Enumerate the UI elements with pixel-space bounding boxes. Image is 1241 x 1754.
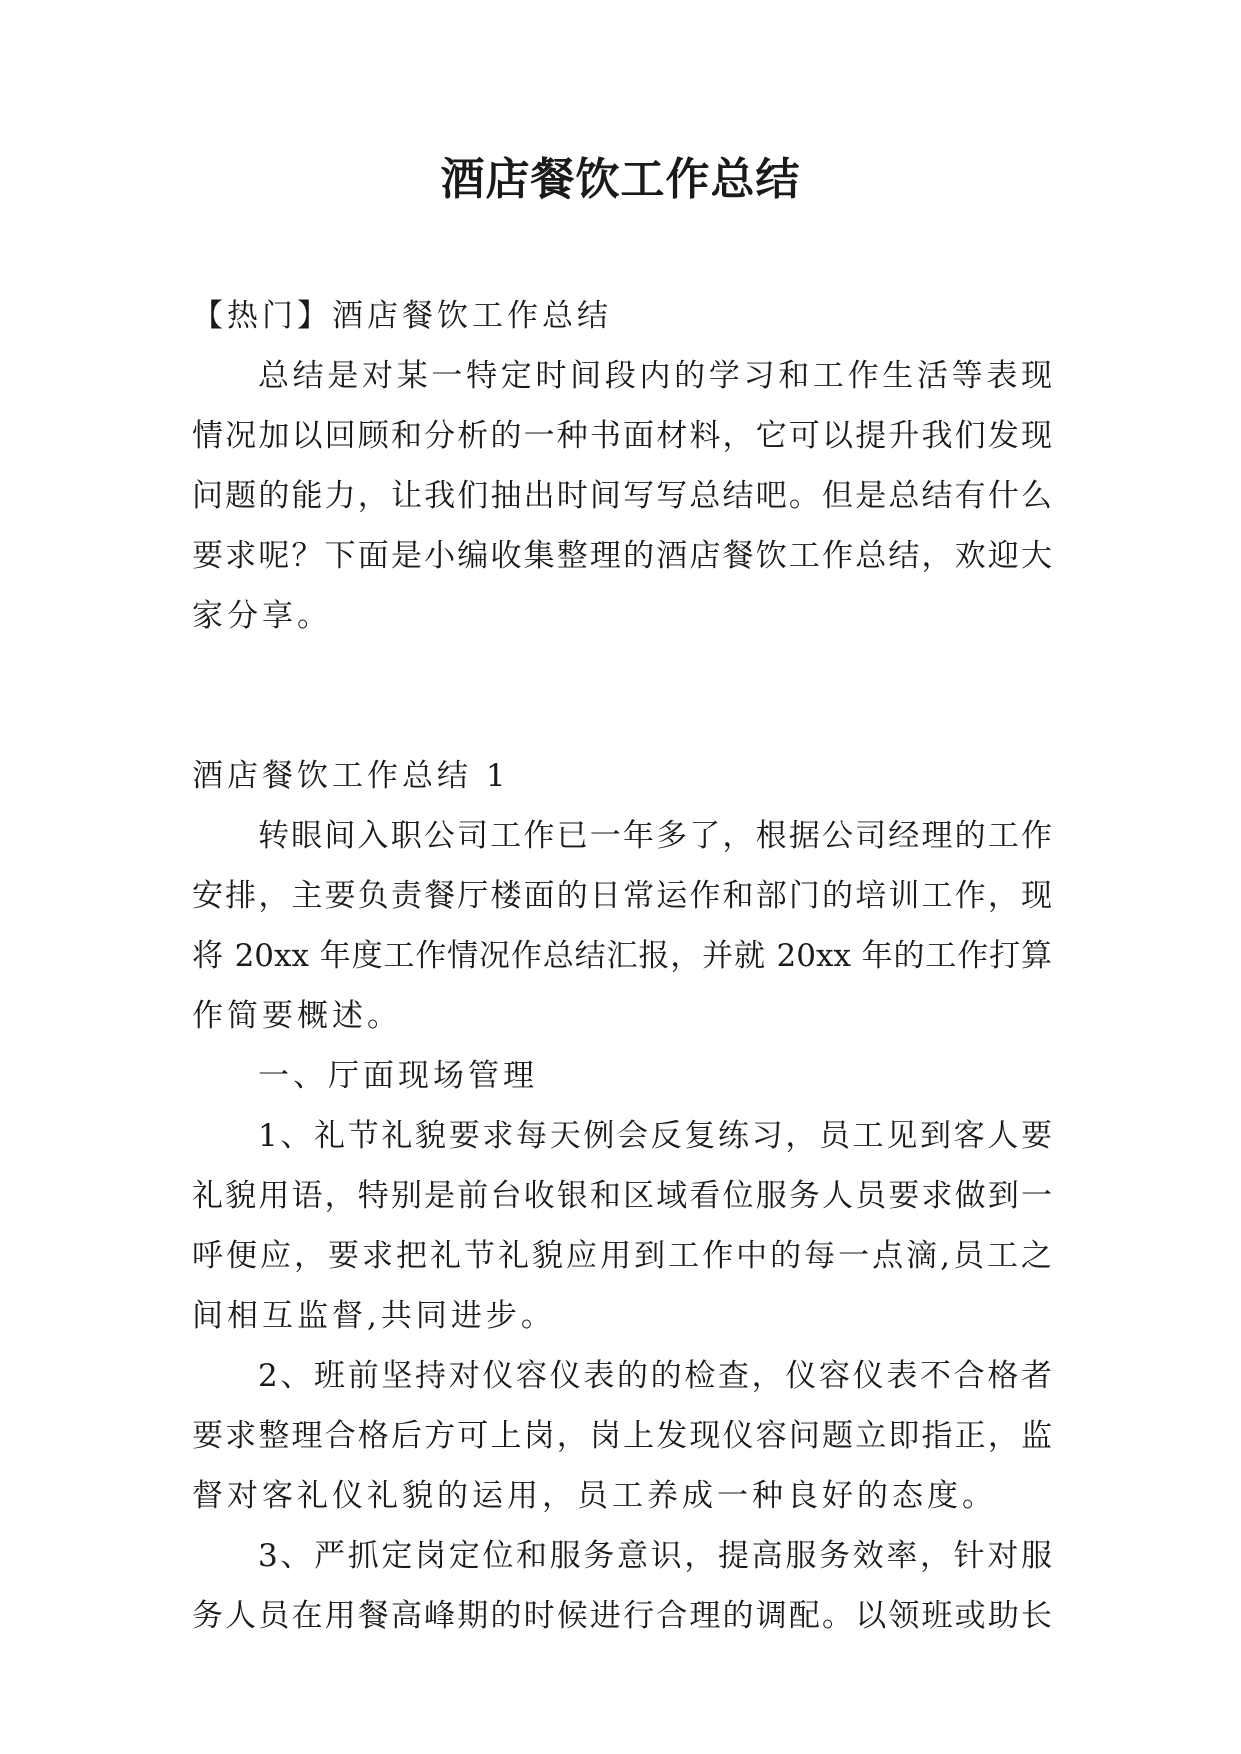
item-line: 呼便应，要求把礼节礼貌应用到工作中的每一点滴,员工之 (192, 1238, 1052, 1274)
item-line: 要求整理合格后方可上岗，岗上发现仪容问题立即指正，监 (192, 1418, 1052, 1454)
paragraph-line: 将 20xx 年度工作情况作总结汇报，并就 20xx 年的工作打算 (192, 938, 1052, 974)
paragraph-line: 安排，主要负责餐厅楼面的日常运作和部门的培训工作，现 (192, 878, 1052, 914)
intro-line: 问题的能力，让我们抽出时间写写总结吧。但是总结有什么 (192, 478, 1052, 514)
item-line: 1、礼节礼貌要求每天例会反复练习，员工见到客人要 (258, 1118, 1052, 1154)
section-heading: 酒店餐饮工作总结 1 (192, 758, 510, 794)
item-3 (192, 1526, 1052, 1646)
item-line: 礼貌用语，特别是前台收银和区域看位服务人员要求做到一 (192, 1178, 1052, 1214)
paragraph-line: 转眼间入职公司工作已一年多了，根据公司经理的工作 (258, 818, 1052, 854)
item-1 (192, 1106, 1052, 1346)
item-line: 间相互监督,共同进步。 (192, 1298, 556, 1334)
intro-line: 情况加以回顾和分析的一种书面材料，它可以提升我们发现 (192, 418, 1052, 454)
heading-hot: 【热门】酒店餐饮工作总结 (192, 298, 612, 334)
intro-line: 要求呢？下面是小编收集整理的酒店餐饮工作总结，欢迎大 (192, 538, 1052, 574)
intro-line: 家分享。 (192, 598, 332, 634)
intro-paragraph (192, 346, 1052, 646)
subheading: 一、厅面现场管理 (258, 1058, 538, 1094)
paragraph-1 (192, 806, 1052, 1046)
intro-line: 总结是对某一特定时间段内的学习和工作生活等表现 (258, 358, 1052, 394)
document-body (192, 286, 1052, 1646)
item-line: 2、班前坚持对仪容仪表的的检查，仪容仪表不合格者 (258, 1358, 1052, 1394)
item-line: 3、严抓定岗定位和服务意识，提高服务效率，针对服 (258, 1538, 1052, 1574)
section-gap (192, 646, 1052, 746)
item-2 (192, 1346, 1052, 1526)
paragraph-line: 作简要概述。 (192, 998, 402, 1034)
document-title: 酒店餐饮工作总结 (440, 154, 801, 205)
item-line: 督对客礼仪礼貌的运用，员工养成一种良好的态度。 (192, 1478, 997, 1514)
item-line: 务人员在用餐高峰期的时候进行合理的调配。以领班或助长 (192, 1598, 1052, 1634)
